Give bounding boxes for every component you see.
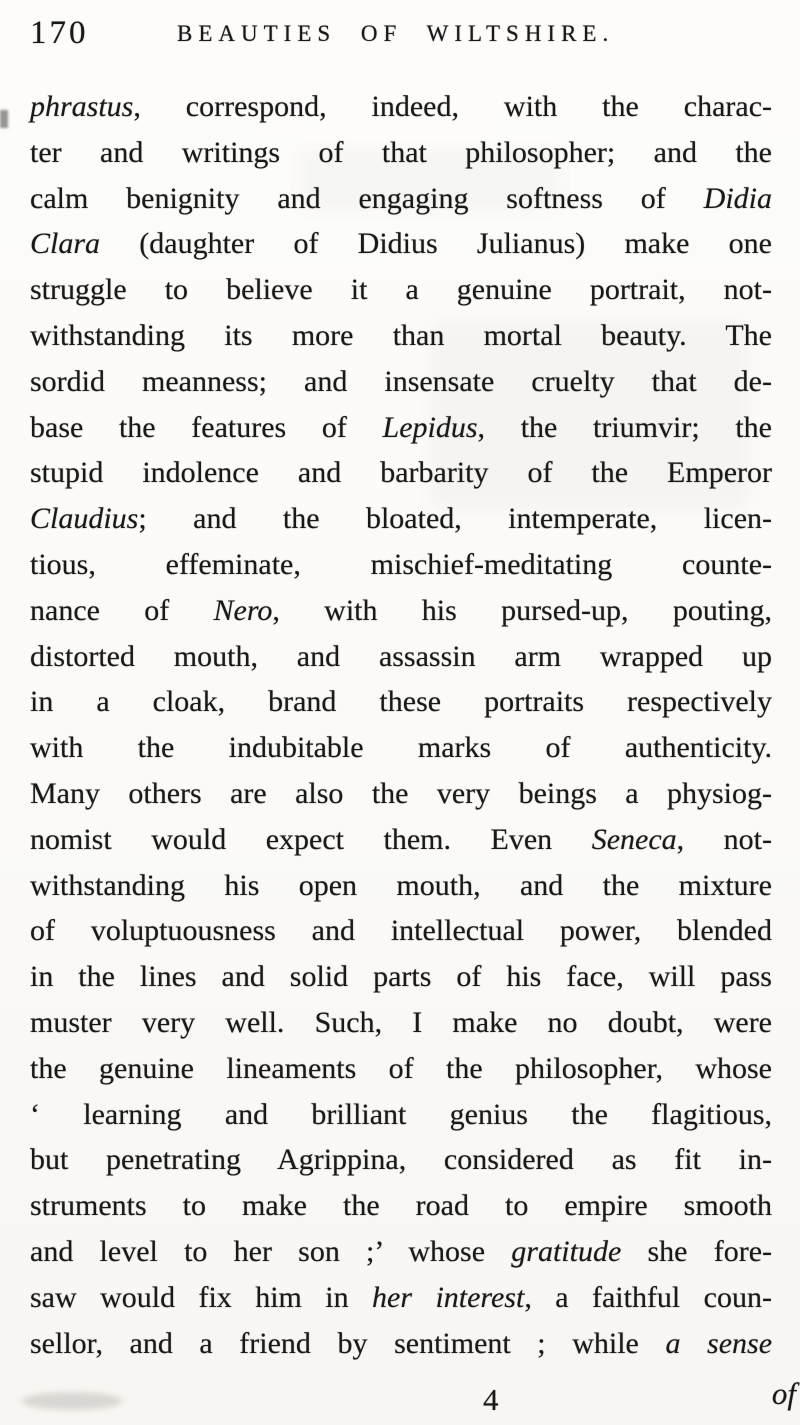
text-segment: in a cloak, brand these portraits respectively xyxy=(30,685,772,719)
text-segment: base the features of xyxy=(30,410,383,444)
text-segment: nance of xyxy=(30,593,214,627)
text-line xyxy=(30,176,772,222)
text-line xyxy=(30,84,772,130)
text-line xyxy=(30,221,772,267)
text-segment: in the lines and solid parts of his face, will pass xyxy=(30,960,772,994)
text-line xyxy=(30,634,772,680)
text-segment: muster very well. Such, I make no doubt, were xyxy=(30,1005,772,1039)
text-segment: , a faithful coun- xyxy=(524,1280,772,1314)
text-segment: struments to make the road to empire smooth xyxy=(30,1189,772,1223)
text-line xyxy=(30,1275,772,1321)
running-title: BEAUTIES OF WILTSHIRE. xyxy=(177,21,615,46)
text-segment: calm benignity and engaging softness of xyxy=(30,181,704,215)
italic-text-segment: her interest xyxy=(372,1280,525,1314)
text-segment: the genuine lineaments of the philosopher, whose xyxy=(30,1051,772,1085)
text-line xyxy=(30,1321,772,1367)
text-segment: , the triumvir; the xyxy=(477,410,772,444)
text-segment: Many others are also the very beings a physiog- xyxy=(30,776,772,810)
text-segment: , with his pursed-up, pouting, xyxy=(272,593,772,627)
italic-text-segment: Lepidus xyxy=(382,410,478,444)
text-line xyxy=(30,908,772,954)
text-line xyxy=(30,1137,772,1183)
scan-smudge-artifact xyxy=(22,1392,122,1410)
text-line xyxy=(30,542,772,588)
italic-text-segment: Nero xyxy=(213,593,273,627)
text-line xyxy=(30,725,772,771)
italic-text-segment: Claudius xyxy=(30,502,139,536)
text-line xyxy=(30,1229,772,1275)
text-segment: struggle to believe it a genuine portrait, not- xyxy=(30,273,772,307)
text-line xyxy=(30,313,772,359)
text-line xyxy=(30,588,772,634)
text-segment: but penetrating Agrippina, considered as fit in- xyxy=(30,1143,772,1177)
text-segment: sellor, and a friend by sentiment ; while xyxy=(30,1326,666,1360)
text-segment: withstanding his open mouth, and the mixture xyxy=(30,868,772,902)
text-segment: she fore- xyxy=(621,1234,772,1268)
page-number: 170 xyxy=(30,15,89,51)
italic-text-segment: gratitude xyxy=(511,1234,622,1268)
text-line xyxy=(30,130,772,176)
text-segment: distorted mouth, and assassin arm wrapped up xyxy=(30,639,772,673)
text-segment: tious, effeminate, mischief-meditating counte- xyxy=(30,547,772,581)
text-segment: ter and writings of that philosopher; and the xyxy=(30,135,772,169)
signature-mark: 4 xyxy=(483,1382,499,1417)
text-segment: stupid indolence and barbarity of the Emperor xyxy=(30,456,772,490)
text-line xyxy=(30,359,772,405)
scan-edge-artifact xyxy=(0,110,8,128)
text-line xyxy=(30,1046,772,1092)
text-segment: (daughter of Didius Julianus) make one xyxy=(100,227,772,261)
text-segment: withstanding its more than mortal beauty. The xyxy=(30,318,772,352)
text-line xyxy=(30,954,772,1000)
text-segment: ; and the bloated, intemperate, licen- xyxy=(138,502,772,536)
text-segment: ‘ learning and brilliant genius the flagitious, xyxy=(30,1097,772,1131)
text-line xyxy=(30,1092,772,1138)
text-segment: sordid meanness; and insensate cruelty that de- xyxy=(30,364,772,398)
italic-text-segment: phrastus xyxy=(30,90,134,123)
text-line xyxy=(30,679,772,725)
italic-text-segment: Didia xyxy=(703,181,772,215)
text-segment: with the indubitable marks of authenticity. xyxy=(30,731,772,765)
text-segment: , not- xyxy=(676,822,773,856)
text-line xyxy=(30,267,772,313)
page-body xyxy=(30,84,772,1366)
text-segment: saw would fix him in xyxy=(30,1280,373,1314)
text-segment: nomist would expect them. Even xyxy=(30,822,592,856)
text-line xyxy=(30,405,772,451)
italic-text-segment: Seneca xyxy=(591,822,677,856)
catchword: of xyxy=(771,1376,796,1411)
text-line xyxy=(30,450,772,496)
text-line xyxy=(30,1000,772,1046)
text-line xyxy=(30,863,772,909)
text-line xyxy=(30,1183,772,1229)
italic-text-segment: Clara xyxy=(30,227,101,261)
text-segment: of voluptuousness and intellectual power, blended xyxy=(30,914,772,948)
text-line xyxy=(30,817,772,863)
text-segment: , correspond, indeed, with the charac- xyxy=(133,90,772,123)
text-line xyxy=(30,771,772,817)
text-segment: and level to her son ;’ whose xyxy=(30,1234,512,1268)
italic-text-segment: a sense xyxy=(665,1326,773,1360)
text-line xyxy=(30,496,772,542)
